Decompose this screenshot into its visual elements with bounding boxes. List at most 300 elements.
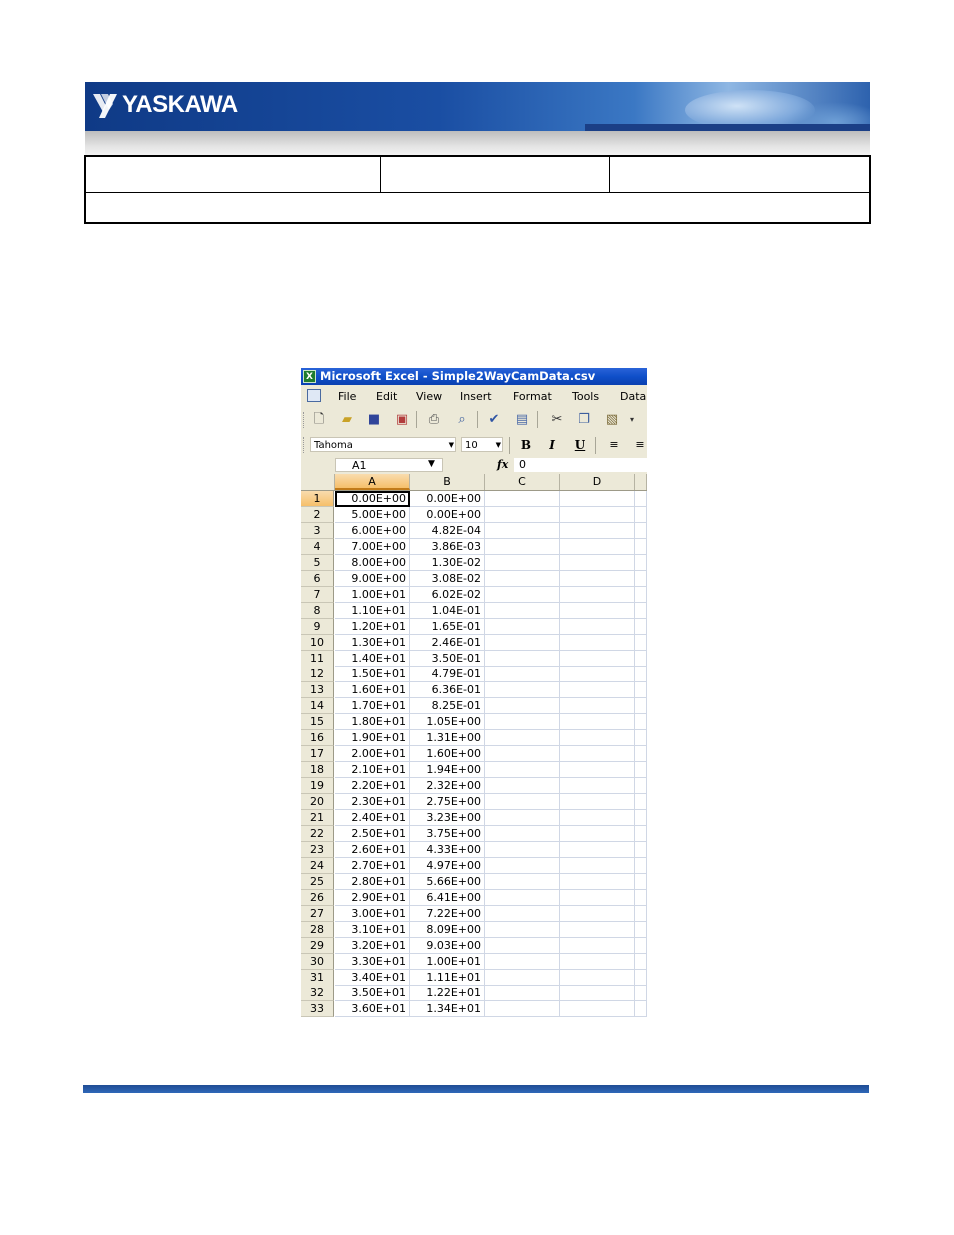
table-row xyxy=(301,746,647,762)
cell-a[interactable]: 0.00E+00 xyxy=(335,491,410,507)
menu-bar xyxy=(301,385,647,407)
print-preview-icon[interactable]: ⌕ xyxy=(458,412,466,427)
row-header[interactable]: 1 xyxy=(301,491,334,507)
table-row xyxy=(301,666,647,682)
cell-e[interactable] xyxy=(635,858,647,874)
cell-e[interactable] xyxy=(635,810,647,826)
cell-d[interactable] xyxy=(560,555,635,571)
copy-icon[interactable]: ❐ xyxy=(578,412,590,427)
row-header[interactable]: 11 xyxy=(301,651,334,667)
cell-e[interactable] xyxy=(635,970,647,986)
toolbar-separator xyxy=(477,411,478,428)
row-header[interactable]: 25 xyxy=(301,874,334,890)
table-row xyxy=(301,571,647,587)
cell-a[interactable]: 7.00E+00 xyxy=(335,539,410,555)
cell-e[interactable] xyxy=(635,954,647,970)
cell-c[interactable] xyxy=(485,954,560,970)
row-header[interactable]: 6 xyxy=(301,571,334,587)
footer-rule xyxy=(83,1085,869,1093)
cell-b[interactable]: 3.86E-03 xyxy=(410,539,485,555)
name-box[interactable] xyxy=(335,458,443,472)
cell-b[interactable]: 0.00E+00 xyxy=(410,491,485,507)
cell-d[interactable] xyxy=(560,954,635,970)
row-header[interactable]: 31 xyxy=(301,970,334,986)
name-box-value: A1 xyxy=(352,459,367,472)
cell-e[interactable] xyxy=(635,635,647,651)
document-info-cell xyxy=(610,157,869,192)
cell-d[interactable] xyxy=(560,587,635,603)
cell-d[interactable] xyxy=(560,651,635,667)
cell-e[interactable] xyxy=(635,890,647,906)
font-name-dropdown[interactable] xyxy=(310,437,456,452)
document-info-table xyxy=(84,155,871,224)
cell-e[interactable] xyxy=(635,666,647,682)
window-title: Microsoft Excel - Simple2WayCamData.csv xyxy=(320,369,596,383)
cell-c[interactable] xyxy=(485,826,560,842)
row-header[interactable]: 15 xyxy=(301,714,334,730)
bold-button[interactable]: B xyxy=(520,438,532,452)
cell-c[interactable] xyxy=(485,842,560,858)
table-row xyxy=(301,890,647,906)
row-header[interactable]: 23 xyxy=(301,842,334,858)
table-row xyxy=(301,523,647,539)
cell-a[interactable]: 1.10E+01 xyxy=(335,603,410,619)
toolbar-separator xyxy=(416,411,417,428)
cell-b[interactable]: 4.33E+00 xyxy=(410,842,485,858)
table-row xyxy=(301,714,647,730)
cell-c[interactable] xyxy=(485,603,560,619)
function-icon[interactable]: fx xyxy=(497,458,509,471)
cell-a[interactable]: 1.40E+01 xyxy=(335,651,410,667)
column-header-d[interactable]: D xyxy=(560,474,635,490)
cell-c[interactable] xyxy=(485,491,560,507)
chevron-down-icon[interactable]: ▼ xyxy=(448,441,454,449)
row-header[interactable]: 30 xyxy=(301,954,334,970)
table-row xyxy=(301,730,647,746)
cell-d[interactable] xyxy=(560,523,635,539)
cell-c[interactable] xyxy=(485,587,560,603)
table-row xyxy=(301,491,647,507)
cell-e[interactable] xyxy=(635,539,647,555)
cell-c[interactable] xyxy=(485,794,560,810)
cell-a[interactable]: 3.50E+01 xyxy=(335,985,410,1001)
row-header[interactable]: 26 xyxy=(301,890,334,906)
cell-d[interactable] xyxy=(560,922,635,938)
document-info-cell xyxy=(86,157,381,192)
cell-a[interactable]: 3.60E+01 xyxy=(335,1001,410,1017)
cell-c[interactable] xyxy=(485,507,560,523)
table-row xyxy=(301,619,647,635)
cell-e[interactable] xyxy=(635,571,647,587)
cell-b[interactable]: 1.11E+01 xyxy=(410,970,485,986)
cell-e[interactable] xyxy=(635,906,647,922)
table-row xyxy=(301,970,647,986)
table-row xyxy=(301,762,647,778)
row-header[interactable]: 21 xyxy=(301,810,334,826)
table-row xyxy=(301,842,647,858)
document-icon[interactable] xyxy=(307,389,321,402)
cell-e[interactable] xyxy=(635,651,647,667)
cell-a[interactable]: 2.20E+01 xyxy=(335,778,410,794)
cell-a[interactable]: 2.30E+01 xyxy=(335,794,410,810)
save-icon[interactable]: ■ xyxy=(367,412,381,427)
cell-a[interactable]: 3.40E+01 xyxy=(335,970,410,986)
cell-a[interactable]: 1.90E+01 xyxy=(335,730,410,746)
menu-tools[interactable]: Tools xyxy=(572,390,600,403)
cell-c[interactable] xyxy=(485,682,560,698)
font-size-value: 10 xyxy=(465,440,478,451)
cell-b[interactable]: 0.00E+00 xyxy=(410,507,485,523)
row-header[interactable]: 28 xyxy=(301,922,334,938)
document-info-row xyxy=(86,157,869,193)
table-row xyxy=(301,651,647,667)
cell-a[interactable]: 2.70E+01 xyxy=(335,858,410,874)
table-row xyxy=(301,1001,647,1017)
toolbar-separator xyxy=(537,411,538,428)
cell-e[interactable] xyxy=(635,826,647,842)
cell-d[interactable] xyxy=(560,603,635,619)
cell-b[interactable]: 1.30E-02 xyxy=(410,555,485,571)
banner-stripe xyxy=(585,124,870,131)
menu-data[interactable]: Data xyxy=(620,390,647,403)
cell-e[interactable] xyxy=(635,746,647,762)
cell-b[interactable]: 1.00E+01 xyxy=(410,954,485,970)
cell-b[interactable]: 3.23E+00 xyxy=(410,810,485,826)
cell-b[interactable]: 6.02E-02 xyxy=(410,587,485,603)
row-header[interactable]: 27 xyxy=(301,906,334,922)
row-header[interactable]: 4 xyxy=(301,539,334,555)
cell-b[interactable]: 8.25E-01 xyxy=(410,698,485,714)
cell-a[interactable]: 3.20E+01 xyxy=(335,938,410,954)
cell-a[interactable]: 2.40E+01 xyxy=(335,810,410,826)
cell-e[interactable] xyxy=(635,682,647,698)
table-row xyxy=(301,826,647,842)
table-row xyxy=(301,555,647,571)
row-header[interactable]: 32 xyxy=(301,985,334,1001)
cell-e[interactable] xyxy=(635,523,647,539)
cell-e[interactable] xyxy=(635,842,647,858)
toolbar-grip[interactable] xyxy=(303,412,307,428)
row-header[interactable]: 19 xyxy=(301,778,334,794)
cell-d[interactable] xyxy=(560,938,635,954)
cell-d[interactable] xyxy=(560,746,635,762)
table-row xyxy=(301,778,647,794)
cell-c[interactable] xyxy=(485,619,560,635)
cell-e[interactable] xyxy=(635,619,647,635)
cell-b[interactable]: 4.79E-01 xyxy=(410,666,485,682)
cell-d[interactable] xyxy=(560,619,635,635)
cell-d[interactable] xyxy=(560,698,635,714)
cell-d[interactable] xyxy=(560,778,635,794)
cell-b[interactable]: 1.94E+00 xyxy=(410,762,485,778)
cell-d[interactable] xyxy=(560,682,635,698)
excel-title-bar xyxy=(301,368,647,385)
column-header-c[interactable]: C xyxy=(485,474,560,490)
cell-a[interactable]: 8.00E+00 xyxy=(335,555,410,571)
cell-e[interactable] xyxy=(635,555,647,571)
cell-b[interactable]: 3.75E+00 xyxy=(410,826,485,842)
cell-c[interactable] xyxy=(485,698,560,714)
column-header-a[interactable]: A xyxy=(335,474,410,490)
cell-d[interactable] xyxy=(560,842,635,858)
cell-e[interactable] xyxy=(635,794,647,810)
cell-a[interactable]: 5.00E+00 xyxy=(335,507,410,523)
cell-b[interactable]: 1.04E-01 xyxy=(410,603,485,619)
cell-a[interactable]: 1.70E+01 xyxy=(335,698,410,714)
cell-c[interactable] xyxy=(485,938,560,954)
spelling-icon[interactable]: ✔ xyxy=(488,412,500,427)
toolbar-separator xyxy=(595,437,596,454)
cell-b[interactable]: 4.82E-04 xyxy=(410,523,485,539)
cell-c[interactable] xyxy=(485,906,560,922)
cell-c[interactable] xyxy=(485,746,560,762)
align-center-icon[interactable]: ≡ xyxy=(635,438,645,451)
row-header[interactable]: 10 xyxy=(301,635,334,651)
cell-a[interactable]: 2.10E+01 xyxy=(335,762,410,778)
cell-c[interactable] xyxy=(485,523,560,539)
cell-a[interactable]: 2.80E+01 xyxy=(335,874,410,890)
cell-e[interactable] xyxy=(635,603,647,619)
cell-d[interactable] xyxy=(560,890,635,906)
cell-a[interactable]: 6.00E+00 xyxy=(335,523,410,539)
cell-e[interactable] xyxy=(635,587,647,603)
cell-d[interactable] xyxy=(560,794,635,810)
row-header[interactable]: 8 xyxy=(301,603,334,619)
cell-e[interactable] xyxy=(635,778,647,794)
cell-a[interactable]: 2.90E+01 xyxy=(335,890,410,906)
permission-icon[interactable]: ▣ xyxy=(395,412,409,427)
research-icon[interactable]: ▤ xyxy=(515,412,529,427)
cell-a[interactable]: 2.50E+01 xyxy=(335,826,410,842)
cell-c[interactable] xyxy=(485,714,560,730)
formula-bar xyxy=(301,457,647,474)
formula-input[interactable]: 0 xyxy=(514,458,647,472)
cell-c[interactable] xyxy=(485,651,560,667)
cell-c[interactable] xyxy=(485,635,560,651)
cell-a[interactable]: 3.00E+01 xyxy=(335,906,410,922)
cell-c[interactable] xyxy=(485,555,560,571)
column-header-e[interactable] xyxy=(635,474,647,490)
cell-b[interactable]: 1.60E+00 xyxy=(410,746,485,762)
table-row xyxy=(301,698,647,714)
column-headers xyxy=(301,474,647,491)
cell-d[interactable] xyxy=(560,810,635,826)
table-row xyxy=(301,922,647,938)
cell-b[interactable]: 2.32E+00 xyxy=(410,778,485,794)
toolbar-grip[interactable] xyxy=(303,437,307,453)
cell-d[interactable] xyxy=(560,714,635,730)
cell-c[interactable] xyxy=(485,970,560,986)
cell-b[interactable]: 1.34E+01 xyxy=(410,1001,485,1017)
cell-d[interactable] xyxy=(560,730,635,746)
row-header[interactable]: 7 xyxy=(301,587,334,603)
cell-b[interactable]: 3.50E-01 xyxy=(410,651,485,667)
cell-c[interactable] xyxy=(485,539,560,555)
table-row xyxy=(301,906,647,922)
row-header[interactable]: 22 xyxy=(301,826,334,842)
row-header[interactable]: 18 xyxy=(301,762,334,778)
table-row xyxy=(301,954,647,970)
cell-c[interactable] xyxy=(485,874,560,890)
cell-e[interactable] xyxy=(635,491,647,507)
row-header[interactable]: 20 xyxy=(301,794,334,810)
row-header[interactable]: 13 xyxy=(301,682,334,698)
cell-c[interactable] xyxy=(485,922,560,938)
menu-insert[interactable]: Insert xyxy=(460,390,492,403)
cell-d[interactable] xyxy=(560,1001,635,1017)
row-header[interactable]: 14 xyxy=(301,698,334,714)
cell-e[interactable] xyxy=(635,507,647,523)
row-header[interactable]: 17 xyxy=(301,746,334,762)
row-header[interactable]: 3 xyxy=(301,523,334,539)
cell-b[interactable]: 2.46E-01 xyxy=(410,635,485,651)
cell-c[interactable] xyxy=(485,762,560,778)
cell-a[interactable]: 1.20E+01 xyxy=(335,619,410,635)
cell-b[interactable]: 1.05E+00 xyxy=(410,714,485,730)
select-all-corner[interactable] xyxy=(301,474,335,490)
cell-b[interactable]: 1.65E-01 xyxy=(410,619,485,635)
cell-c[interactable] xyxy=(485,985,560,1001)
cell-d[interactable] xyxy=(560,858,635,874)
italic-button[interactable]: I xyxy=(549,438,555,452)
row-header[interactable]: 2 xyxy=(301,507,334,523)
yaskawa-logo-icon xyxy=(91,90,121,120)
table-row xyxy=(301,603,647,619)
cell-d[interactable] xyxy=(560,826,635,842)
cell-b[interactable]: 3.08E-02 xyxy=(410,571,485,587)
font-size-dropdown[interactable] xyxy=(461,437,503,452)
cell-a[interactable]: 1.50E+01 xyxy=(335,666,410,682)
cell-a[interactable]: 9.00E+00 xyxy=(335,571,410,587)
cell-c[interactable] xyxy=(485,1001,560,1017)
row-header[interactable]: 24 xyxy=(301,858,334,874)
table-row xyxy=(301,682,647,698)
table-row xyxy=(301,874,647,890)
row-header[interactable]: 9 xyxy=(301,619,334,635)
cell-c[interactable] xyxy=(485,858,560,874)
header-banner xyxy=(85,82,870,131)
cell-b[interactable]: 1.31E+00 xyxy=(410,730,485,746)
row-header[interactable]: 12 xyxy=(301,666,334,682)
cell-e[interactable] xyxy=(635,1001,647,1017)
excel-icon: X xyxy=(303,370,316,383)
menu-edit[interactable]: Edit xyxy=(376,390,398,403)
font-name-value: Tahoma xyxy=(314,440,353,451)
menu-file[interactable]: File xyxy=(338,390,357,403)
cell-b[interactable]: 5.66E+00 xyxy=(410,874,485,890)
cell-e[interactable] xyxy=(635,938,647,954)
cell-c[interactable] xyxy=(485,730,560,746)
column-header-b[interactable]: B xyxy=(410,474,485,490)
cell-a[interactable]: 2.60E+01 xyxy=(335,842,410,858)
cell-c[interactable] xyxy=(485,810,560,826)
table-row xyxy=(301,858,647,874)
cell-a[interactable]: 3.30E+01 xyxy=(335,954,410,970)
table-row xyxy=(301,587,647,603)
cell-b[interactable]: 8.09E+00 xyxy=(410,922,485,938)
cell-b[interactable]: 6.36E-01 xyxy=(410,682,485,698)
underline-button[interactable]: U xyxy=(574,438,586,452)
cell-e[interactable] xyxy=(635,698,647,714)
cell-b[interactable]: 4.97E+00 xyxy=(410,858,485,874)
excel-screenshot xyxy=(301,368,647,1018)
cell-d[interactable] xyxy=(560,874,635,890)
print-icon[interactable]: ⎙ xyxy=(428,412,440,427)
menu-format[interactable]: Format xyxy=(513,390,552,403)
table-row xyxy=(301,635,647,651)
cell-a[interactable]: 1.60E+01 xyxy=(335,682,410,698)
header-gray-bar xyxy=(85,131,870,156)
cell-e[interactable] xyxy=(635,985,647,1001)
cell-d[interactable] xyxy=(560,762,635,778)
cell-a[interactable]: 3.10E+01 xyxy=(335,922,410,938)
table-row xyxy=(301,794,647,810)
cell-b[interactable]: 1.22E+01 xyxy=(410,985,485,1001)
cell-d[interactable] xyxy=(560,491,635,507)
cell-b[interactable]: 6.41E+00 xyxy=(410,890,485,906)
cell-d[interactable] xyxy=(560,970,635,986)
document-info-cell xyxy=(381,157,610,192)
cell-e[interactable] xyxy=(635,874,647,890)
row-header[interactable]: 29 xyxy=(301,938,334,954)
cell-b[interactable]: 2.75E+00 xyxy=(410,794,485,810)
logo-text: YASKAWA xyxy=(122,91,238,118)
new-icon[interactable]: 🗋 xyxy=(313,412,325,427)
formatting-toolbar xyxy=(301,433,647,457)
cell-d[interactable] xyxy=(560,635,635,651)
cell-a[interactable]: 2.00E+01 xyxy=(335,746,410,762)
align-left-icon[interactable]: ≡ xyxy=(609,438,619,451)
row-header[interactable]: 16 xyxy=(301,730,334,746)
paste-dropdown-icon[interactable]: ▾ xyxy=(629,415,634,424)
cell-b[interactable]: 9.03E+00 xyxy=(410,938,485,954)
paste-icon[interactable]: ▧ xyxy=(605,412,619,427)
cell-d[interactable] xyxy=(560,985,635,1001)
standard-toolbar xyxy=(301,407,647,433)
cut-icon[interactable]: ✂ xyxy=(551,412,563,427)
cell-d[interactable] xyxy=(560,906,635,922)
cell-c[interactable] xyxy=(485,666,560,682)
table-row xyxy=(301,985,647,1001)
cell-d[interactable] xyxy=(560,539,635,555)
cell-c[interactable] xyxy=(485,890,560,906)
cell-d[interactable] xyxy=(560,507,635,523)
cell-e[interactable] xyxy=(635,730,647,746)
table-row xyxy=(301,938,647,954)
table-row xyxy=(301,539,647,555)
cell-a[interactable]: 1.00E+01 xyxy=(335,587,410,603)
table-row xyxy=(301,507,647,523)
cell-d[interactable] xyxy=(560,666,635,682)
chevron-down-icon[interactable]: ▼ xyxy=(428,459,435,469)
row-header[interactable]: 5 xyxy=(301,555,334,571)
menu-view[interactable]: View xyxy=(416,390,443,403)
chevron-down-icon[interactable]: ▼ xyxy=(495,441,501,449)
cell-b[interactable]: 7.22E+00 xyxy=(410,906,485,922)
cell-e[interactable] xyxy=(635,922,647,938)
cell-d[interactable] xyxy=(560,571,635,587)
open-icon[interactable]: ▰ xyxy=(342,412,352,427)
yaskawa-logo xyxy=(91,90,238,120)
cell-c[interactable] xyxy=(485,571,560,587)
row-header[interactable]: 33 xyxy=(301,1001,334,1017)
toolbar-separator xyxy=(509,437,510,454)
cell-a[interactable]: 1.30E+01 xyxy=(335,635,410,651)
cell-e[interactable] xyxy=(635,762,647,778)
cell-c[interactable] xyxy=(485,778,560,794)
cell-a[interactable]: 1.80E+01 xyxy=(335,714,410,730)
cell-e[interactable] xyxy=(635,714,647,730)
